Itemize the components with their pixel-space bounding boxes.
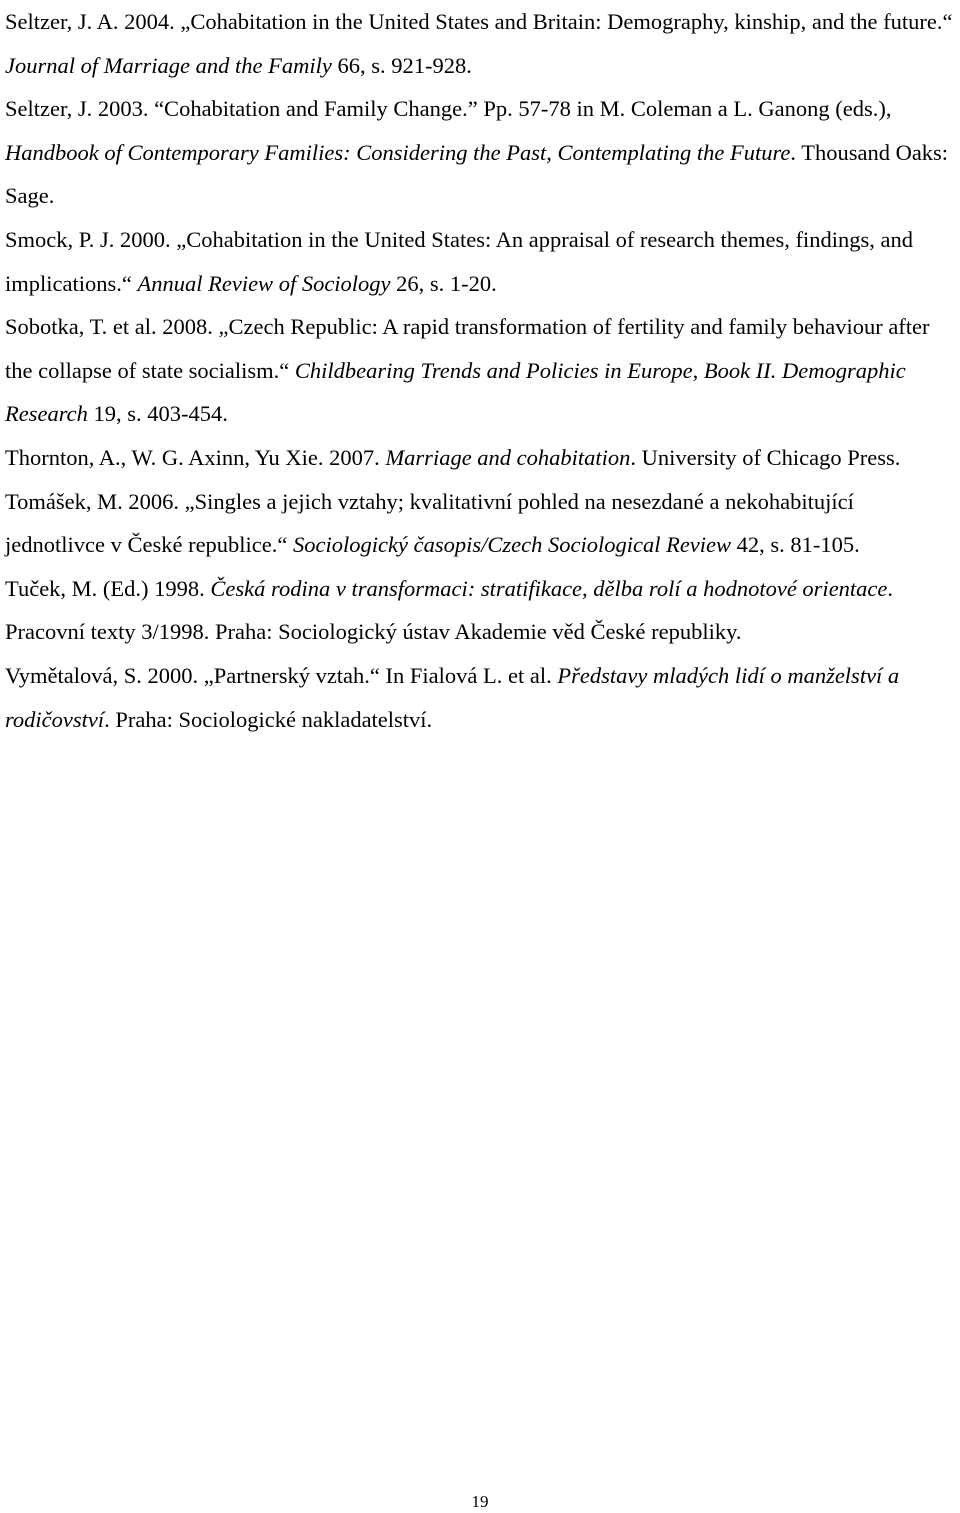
reference-entry xyxy=(5,305,957,436)
reference-title: Sociologický časopis/Czech Sociological Review xyxy=(293,532,732,558)
reference-text: 66, s. 921-928. xyxy=(331,52,472,78)
reference-entry xyxy=(5,87,957,218)
reference-text: Thornton, A., W. G. Axinn, Yu Xie. 2007. xyxy=(5,444,386,470)
reference-entry xyxy=(5,218,957,305)
reference-title: Childbearing Trends and Policies in Europe, Book II. Demographic Research xyxy=(5,357,906,427)
reference-entry xyxy=(5,480,957,567)
reference-title: Představy mladých lidí o manželství a rodičovství xyxy=(5,662,900,732)
reference-text: Tuček, M. (Ed.) 1998. xyxy=(5,575,211,601)
reference-entry xyxy=(5,436,957,480)
reference-title: Journal of Marriage and the Family xyxy=(5,52,332,78)
page-number: 19 xyxy=(471,1492,489,1511)
reference-entry xyxy=(5,0,957,87)
reference-text: . Pracovní texty 3/1998. Praha: Sociologický ústav Akademie věd České republiky. xyxy=(5,575,894,645)
reference-title: Handbook of Contemporary Families: Considering the Past, Contemplating the Future xyxy=(5,139,791,165)
reference-list xyxy=(5,0,957,741)
reference-text: Sobotka, T. et al. 2008. „Czech Republic: A rapid transformation of fertility and family behaviour after the collapse of state socialism.“ xyxy=(5,314,930,383)
reference-entry xyxy=(5,567,957,654)
reference-text: Seltzer, J. A. 2004. „Cohabitation in the United States and Britain: Demography, kinship, and the future.“ xyxy=(5,9,953,34)
reference-text: Vymětalová, S. 2000. „Partnerský vztah.“ In Fialová L. et al. xyxy=(5,662,558,688)
reference-text: . University of Chicago Press. xyxy=(630,444,901,470)
reference-text: 26, s. 1-20. xyxy=(390,270,497,296)
reference-text: Smock, P. J. 2000. „Cohabitation in the United States: An appraisal of research themes, findings, and implications.“ xyxy=(5,226,913,296)
reference-text: 19, s. 403-454. xyxy=(87,401,228,427)
reference-text: Seltzer, J. 2003. “Cohabitation and Family Change.” Pp. 57-78 in M. Coleman a L. Ganong (eds.), xyxy=(5,96,892,122)
reference-text: . Praha: Sociologické nakladatelství. xyxy=(104,706,433,732)
reference-text: . Thousand Oaks: Sage. xyxy=(5,139,949,209)
reference-entry xyxy=(5,654,957,741)
reference-title: Marriage and cohabitation xyxy=(385,444,631,470)
reference-text: Tomášek, M. 2006. „Singles a jejich vztahy; kvalitativní pohled na nesezdané a nekohabitující jednotlivce v České republice.“ xyxy=(5,488,854,558)
reference-text: 42, s. 81-105. xyxy=(731,532,860,558)
reference-title: Česká rodina v transformaci: stratifikace, dělba rolí a hodnotové orientace xyxy=(210,575,888,601)
reference-title: Annual Review of Sociology xyxy=(137,270,391,296)
